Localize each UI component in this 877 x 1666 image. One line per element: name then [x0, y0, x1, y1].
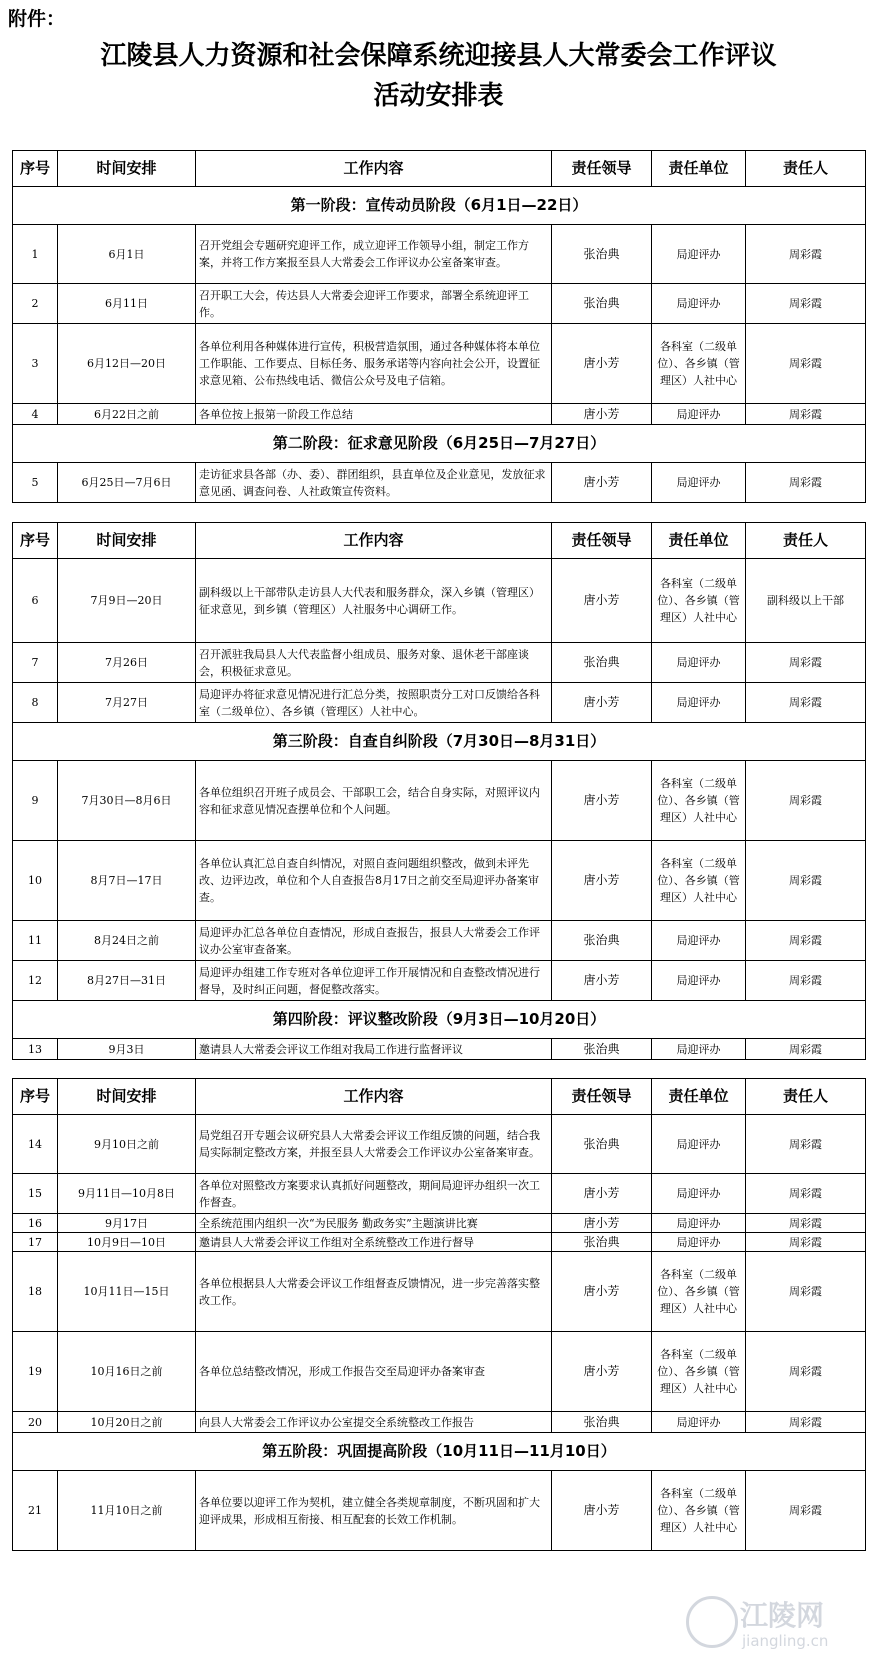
row-leader: 张治典 — [552, 921, 652, 961]
row-leader: 张治典 — [552, 1233, 652, 1252]
watermark-domain: jiangling.cn — [742, 1632, 829, 1650]
row-time: 10月11日—15日 — [58, 1252, 196, 1332]
row-leader: 张治典 — [552, 1115, 652, 1174]
row-unit: 各科室（二级单位）、各乡镇（管理区）人社中心 — [652, 1252, 746, 1332]
row-person: 周彩霞 — [746, 284, 866, 324]
row-unit: 局迎评办 — [652, 921, 746, 961]
row-leader: 唐小芳 — [552, 761, 652, 841]
row-unit: 局迎评办 — [652, 1039, 746, 1060]
row-content: 向县人大常委会工作评议办公室提交全系统整改工作报告 — [196, 1412, 552, 1433]
row-person: 周彩霞 — [746, 1214, 866, 1233]
col-header-no: 序号 — [13, 151, 58, 187]
row-person: 周彩霞 — [746, 225, 866, 284]
table-row — [13, 324, 866, 404]
watermark-logo-icon — [686, 1596, 738, 1648]
row-unit: 各科室（二级单位）、各乡镇（管理区）人社中心 — [652, 1471, 746, 1551]
row-content: 局党组召开专题会议研究县人大常委会评议工作组反馈的问题，结合我局实际制定整改方案，并报至县人大常委会工作评议办公室备案审查。 — [196, 1115, 552, 1174]
col-header-content: 工作内容 — [196, 151, 552, 187]
row-content: 局迎评办将征求意见情况进行汇总分类，按照职责分工对口反馈给各科室（二级单位）、各乡镇（管理区）人社中心。 — [196, 683, 552, 723]
col-header-unit: 责任单位 — [652, 151, 746, 187]
row-unit: 各科室（二级单位）、各乡镇（管理区）人社中心 — [652, 324, 746, 404]
row-person: 周彩霞 — [746, 683, 866, 723]
row-time: 6月12日—20日 — [58, 324, 196, 404]
col-header-no: 序号 — [13, 523, 58, 559]
row-time: 9月11日—10月8日 — [58, 1174, 196, 1214]
row-content: 副科级以上干部带队走访县人大代表和服务群众，深入乡镇（管理区）征求意见，到乡镇（管理区）人社服务中心调研工作。 — [196, 559, 552, 643]
row-unit: 局迎评办 — [652, 1115, 746, 1174]
row-content: 邀请县人大常委会评议工作组对全系统整改工作进行督导 — [196, 1233, 552, 1252]
row-unit: 局迎评办 — [652, 1412, 746, 1433]
site-watermark — [686, 1590, 876, 1664]
col-header-leader: 责任领导 — [552, 1079, 652, 1115]
col-header-no: 序号 — [13, 1079, 58, 1115]
table-header-row — [13, 523, 866, 559]
row-person: 周彩霞 — [746, 324, 866, 404]
row-no: 7 — [13, 643, 58, 683]
col-header-leader: 责任领导 — [552, 523, 652, 559]
row-time: 7月27日 — [58, 683, 196, 723]
col-header-leader: 责任领导 — [552, 151, 652, 187]
row-no: 8 — [13, 683, 58, 723]
row-content: 各单位利用各种媒体进行宣传，积极营造氛围，通过各种媒体将本单位工作职能、工作要点、目标任务、服务承诺等内容向社会公开，设置征求意见箱、公布热线电话、微信公众号及电子信箱。 — [196, 324, 552, 404]
row-person: 周彩霞 — [746, 761, 866, 841]
row-time: 11月10日之前 — [58, 1471, 196, 1551]
row-leader: 唐小芳 — [552, 463, 652, 503]
annex-label: 附件： — [8, 8, 66, 30]
row-person: 副科级以上干部 — [746, 559, 866, 643]
table-row — [13, 643, 866, 683]
table-row — [13, 225, 866, 284]
stage-header-2: 第二阶段：征求意见阶段（6月25日—7月27日） — [13, 425, 866, 463]
row-unit: 各科室（二级单位）、各乡镇（管理区）人社中心 — [652, 559, 746, 643]
row-leader: 唐小芳 — [552, 404, 652, 425]
row-content: 局迎评办汇总各单位自查情况，形成自查报告，报县人大常委会工作评议办公室审查备案。 — [196, 921, 552, 961]
row-person: 周彩霞 — [746, 1115, 866, 1174]
row-no: 18 — [13, 1252, 58, 1332]
stage-header-3: 第三阶段：自查自纠阶段（7月30日—8月31日） — [13, 723, 866, 761]
row-time: 7月9日—20日 — [58, 559, 196, 643]
row-unit: 各科室（二级单位）、各乡镇（管理区）人社中心 — [652, 761, 746, 841]
row-time: 10月16日之前 — [58, 1332, 196, 1412]
table-row — [13, 1332, 866, 1412]
col-header-unit: 责任单位 — [652, 1079, 746, 1115]
row-person: 周彩霞 — [746, 404, 866, 425]
row-content: 各单位认真汇总自查自纠情况，对照自查问题组织整改，做到未评先改、边评边改，单位和个人自查报告8月17日之前交至局迎评办备案审查。 — [196, 841, 552, 921]
row-leader: 唐小芳 — [552, 324, 652, 404]
col-header-content: 工作内容 — [196, 1079, 552, 1115]
table-row — [13, 841, 866, 921]
row-unit: 各科室（二级单位）、各乡镇（管理区）人社中心 — [652, 841, 746, 921]
row-time: 6月25日—7月6日 — [58, 463, 196, 503]
row-no: 15 — [13, 1174, 58, 1214]
row-unit: 局迎评办 — [652, 1214, 746, 1233]
row-time: 7月26日 — [58, 643, 196, 683]
row-leader: 张治典 — [552, 643, 652, 683]
row-content: 各单位要以迎评工作为契机，建立健全各类规章制度，不断巩固和扩大迎评成果，形成相互衔接、相互配套的长效工作机制。 — [196, 1471, 552, 1551]
table-row — [13, 1471, 866, 1551]
row-time: 6月1日 — [58, 225, 196, 284]
row-no: 5 — [13, 463, 58, 503]
row-time: 9月10日之前 — [58, 1115, 196, 1174]
col-header-time: 时间安排 — [58, 1079, 196, 1115]
row-time: 6月11日 — [58, 284, 196, 324]
row-content: 各单位对照整改方案要求认真抓好问题整改，期间局迎评办组织一次工作督查。 — [196, 1174, 552, 1214]
row-unit: 局迎评办 — [652, 1174, 746, 1214]
table-row — [13, 1412, 866, 1433]
row-content: 各单位根据县人大常委会评议工作组督查反馈情况，进一步完善落实整改工作。 — [196, 1252, 552, 1332]
row-person: 周彩霞 — [746, 841, 866, 921]
document-title-line2: 活动安排表 — [373, 81, 504, 111]
row-no: 12 — [13, 961, 58, 1001]
row-person: 周彩霞 — [746, 1039, 866, 1060]
row-unit: 局迎评办 — [652, 683, 746, 723]
schedule-table-part1 — [12, 150, 866, 503]
row-leader: 唐小芳 — [552, 961, 652, 1001]
row-content: 召开党组会专题研究迎评工作，成立迎评工作领导小组，制定工作方案，并将工作方案报至县人大常委会工作评议办公室备案审查。 — [196, 225, 552, 284]
row-leader: 张治典 — [552, 1039, 652, 1060]
row-no: 9 — [13, 761, 58, 841]
col-header-person: 责任人 — [746, 523, 866, 559]
table-header-row — [13, 151, 866, 187]
row-unit: 局迎评办 — [652, 225, 746, 284]
table-row — [13, 284, 866, 324]
row-content: 邀请县人大常委会评议工作组对我局工作进行监督评议 — [196, 1039, 552, 1060]
row-person: 周彩霞 — [746, 921, 866, 961]
row-person: 周彩霞 — [746, 463, 866, 503]
row-content: 走访征求县各部（办、委）、群团组织，县直单位及企业意见，发放征求意见函、调查问卷、人社政策宣传资料。 — [196, 463, 552, 503]
row-unit: 局迎评办 — [652, 463, 746, 503]
table-row — [13, 961, 866, 1001]
table-row — [13, 1252, 866, 1332]
row-time: 10月20日之前 — [58, 1412, 196, 1433]
row-no: 21 — [13, 1471, 58, 1551]
row-unit: 各科室（二级单位）、各乡镇（管理区）人社中心 — [652, 1332, 746, 1412]
row-leader: 唐小芳 — [552, 683, 652, 723]
table-row — [13, 921, 866, 961]
row-leader: 唐小芳 — [552, 559, 652, 643]
col-header-unit: 责任单位 — [652, 523, 746, 559]
table-row — [13, 683, 866, 723]
row-unit: 局迎评办 — [652, 643, 746, 683]
row-unit: 局迎评办 — [652, 961, 746, 1001]
row-no: 10 — [13, 841, 58, 921]
row-time: 10月9日—10日 — [58, 1233, 196, 1252]
row-person: 周彩霞 — [746, 961, 866, 1001]
row-time: 9月17日 — [58, 1214, 196, 1233]
stage-header-1: 第一阶段：宣传动员阶段（6月1日—22日） — [13, 187, 866, 225]
row-time: 8月7日—17日 — [58, 841, 196, 921]
watermark-brand: 江陵网 — [740, 1599, 825, 1632]
table-row — [13, 761, 866, 841]
row-person: 周彩霞 — [746, 1174, 866, 1214]
row-time: 7月30日—8月6日 — [58, 761, 196, 841]
row-leader: 唐小芳 — [552, 1471, 652, 1551]
col-header-person: 责任人 — [746, 151, 866, 187]
row-content: 各单位按上报第一阶段工作总结 — [196, 404, 552, 425]
schedule-table-part3 — [12, 1078, 866, 1551]
table-header-row — [13, 1079, 866, 1115]
row-no: 2 — [13, 284, 58, 324]
row-person: 周彩霞 — [746, 1252, 866, 1332]
row-time: 9月3日 — [58, 1039, 196, 1060]
table-row — [13, 1214, 866, 1233]
row-leader: 唐小芳 — [552, 841, 652, 921]
row-person: 周彩霞 — [746, 1471, 866, 1551]
row-time: 8月24日之前 — [58, 921, 196, 961]
row-no: 13 — [13, 1039, 58, 1060]
row-no: 6 — [13, 559, 58, 643]
row-content: 全系统范围内组织一次“为民服务 勤政务实”主题演讲比赛 — [196, 1214, 552, 1233]
row-content: 各单位总结整改情况，形成工作报告交至局迎评办备案审查 — [196, 1332, 552, 1412]
col-header-time: 时间安排 — [58, 523, 196, 559]
row-no: 16 — [13, 1214, 58, 1233]
table-row — [13, 1233, 866, 1252]
row-content: 召开职工大会，传达县人大常委会迎评工作要求，部署全系统迎评工作。 — [196, 284, 552, 324]
row-leader: 唐小芳 — [552, 1214, 652, 1233]
row-person: 周彩霞 — [746, 1233, 866, 1252]
row-no: 20 — [13, 1412, 58, 1433]
row-no: 17 — [13, 1233, 58, 1252]
row-person: 周彩霞 — [746, 643, 866, 683]
col-header-person: 责任人 — [746, 1079, 866, 1115]
row-leader: 张治典 — [552, 225, 652, 284]
row-unit: 局迎评办 — [652, 284, 746, 324]
row-person: 周彩霞 — [746, 1412, 866, 1433]
row-unit: 局迎评办 — [652, 1233, 746, 1252]
col-header-content: 工作内容 — [196, 523, 552, 559]
row-no: 19 — [13, 1332, 58, 1412]
row-content: 局迎评办组建工作专班对各单位迎评工作开展情况和自查整改情况进行督导，及时纠正问题，督促整改落实。 — [196, 961, 552, 1001]
row-no: 11 — [13, 921, 58, 961]
table-row — [13, 1115, 866, 1174]
table-row — [13, 1174, 866, 1214]
row-content: 各单位组织召开班子成员会、干部职工会，结合自身实际，对照评议内容和征求意见情况查摆单位和个人问题。 — [196, 761, 552, 841]
table-row — [13, 1039, 866, 1060]
row-no: 1 — [13, 225, 58, 284]
row-content: 召开派驻我局县人大代表监督小组成员、服务对象、退休老干部座谈会，积极征求意见。 — [196, 643, 552, 683]
stage-header-5: 第五阶段：巩固提高阶段（10月11日—11月10日） — [13, 1433, 866, 1471]
col-header-time: 时间安排 — [58, 151, 196, 187]
row-no: 3 — [13, 324, 58, 404]
row-time: 6月22日之前 — [58, 404, 196, 425]
table-row — [13, 559, 866, 643]
row-no: 4 — [13, 404, 58, 425]
row-leader: 张治典 — [552, 284, 652, 324]
row-leader: 唐小芳 — [552, 1252, 652, 1332]
row-leader: 唐小芳 — [552, 1174, 652, 1214]
stage-header-4: 第四阶段：评议整改阶段（9月3日—10月20日） — [13, 1001, 866, 1039]
row-time: 8月27日—31日 — [58, 961, 196, 1001]
document-title-line1: 江陵县人力资源和社会保障系统迎接县人大常委会工作评议 — [100, 41, 777, 71]
row-no: 14 — [13, 1115, 58, 1174]
row-leader: 唐小芳 — [552, 1332, 652, 1412]
row-person: 周彩霞 — [746, 1332, 866, 1412]
row-unit: 局迎评办 — [652, 404, 746, 425]
table-row — [13, 404, 866, 425]
row-leader: 张治典 — [552, 1412, 652, 1433]
schedule-table-part2 — [12, 522, 866, 1060]
table-row — [13, 463, 866, 503]
